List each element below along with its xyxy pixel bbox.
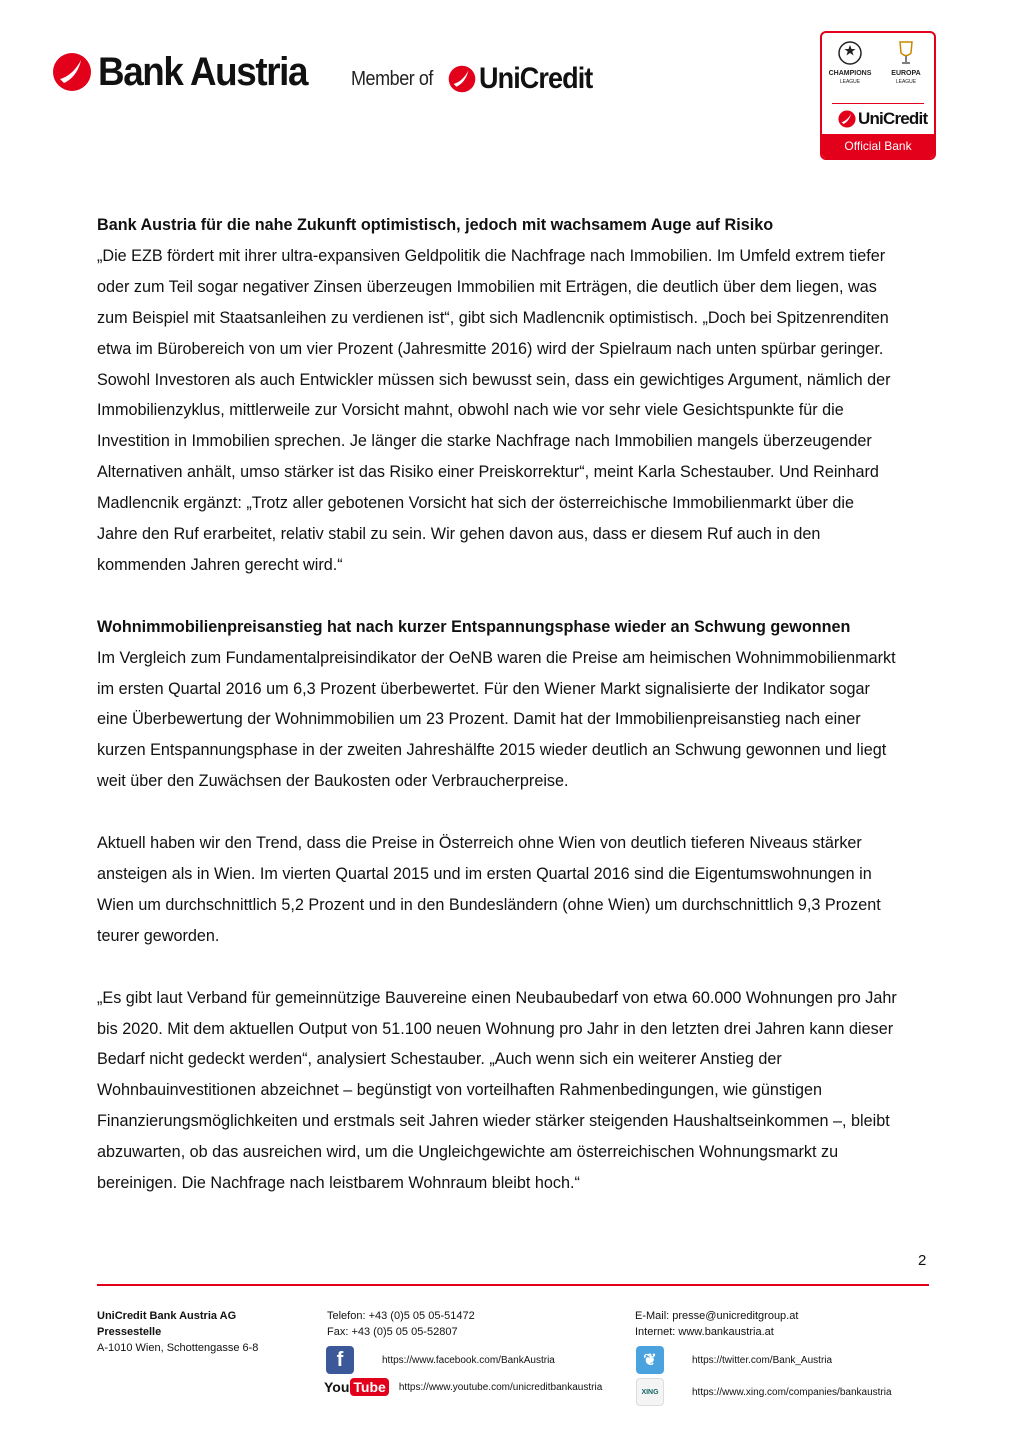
paragraph: „Es gibt laut Verband für gemeinnützige Bauvereine einen Neubaubedarf von etwa 60.000 Wohnungen pro Jahr bis 2020. Mit dem aktuellen Output von 51.100 neuen Wohnung pro Jahr in den letzten drei Jahren kann dieser Bedarf nicht gedeckt werden“, analysiert Schestauber. „Auch wenn sich ein weiterer Anstieg der Wohnbauinvestitionen abzeichnet – begünstigt von vorteilhaften Rahmenbedingungen, wie günstigen Finanzierungsmöglichkeiten und erstmals seit Jahren wieder stärker steigenden Haushaltseinkommen –, bleibt abzuwarten, ob das ausreichen wird, um die Ungleichgewichte am österreichischen Wohnungsmarkt zu bereinigen. Die Nachfrage nach leistbarem Wohnraum bleibt hoch.“: [97, 988, 897, 1193]
footer-divider: [97, 1284, 929, 1286]
official-bank-label: Official Bank: [822, 134, 934, 158]
twitter-icon: ❦: [636, 1346, 664, 1374]
twitter-link[interactable]: ❦ https://twitter.com/Bank_Austria: [636, 1346, 832, 1374]
footer-phone: Telefon: +43 (0)5 05 05-51472 Fax: +43 (0)5 05 05-52807: [327, 1310, 475, 1338]
bank-austria-logo: [52, 50, 325, 94]
paragraph: Im Vergleich zum Fundamentalpreisindikator der OeNB waren die Preise am heimischen Wohnimmobilienmarkt im ersten Quartal 2016 um 6,3 Prozent überbewertet. Für den Wiener Markt signalisierte der Indikator sogar eine Überbewertung der Wohnimmobilien um 23 Prozent. Damit hat der Immobilienpreisanstieg nach einer kurzen Entspannungsphase in der zweiten Jahreshälfte 2015 wieder deutlich an Schwung gewonnen und liegt weit über den Zuwächsen der Baukosten oder Verbraucherpreise.: [97, 648, 896, 791]
footer-contact: E-Mail: presse@unicreditgroup.at Internet: www.bankaustria.at: [635, 1310, 799, 1338]
xing-icon: XING: [636, 1378, 664, 1406]
official-bank-badge: [820, 31, 936, 160]
page-footer: [0, 1300, 1018, 1420]
facebook-icon: f: [326, 1346, 354, 1374]
badge-divider: [832, 103, 924, 104]
europa-league-logo: EUROPA LEAGUE: [880, 39, 932, 99]
section-heading: Wohnimmobilienpreisanstieg hat nach kurzer Entspannungsphase wieder an Schwung gewonnen: [97, 617, 851, 636]
paragraph: Aktuell haben wir den Trend, dass die Preise in Österreich ohne Wien von deutlich tieferen Niveaus stärker ansteigen als in Wien. Im vierten Quartal 2015 und im ersten Quartal 2016 sind die Eigentumswohnungen in Wien um durchschnittlich 5,2 Prozent und in den Bundesländern (ohne Wien) um durchschnittlich 9,3 Prozent teurer geworden.: [97, 834, 881, 945]
trophy-icon: [892, 39, 920, 67]
article-body: [97, 210, 897, 1199]
unicredit-logo-icon: [448, 65, 476, 93]
section-heading: Bank Austria für die nahe Zukunft optimistisch, jedoch mit wachsamem Auge auf Risiko: [97, 216, 774, 234]
badge-unicredit-logo: UniCredit: [838, 109, 927, 129]
page-header: [0, 0, 1018, 180]
member-of-label: Member of: [351, 67, 433, 90]
youtube-icon: You Tube: [324, 1378, 389, 1396]
unicredit-name: UniCredit: [479, 62, 593, 95]
starball-icon: [836, 39, 864, 67]
footer-address: UniCredit Bank Austria AG Pressestelle A-1010 Wien, Schottengasse 6-8: [97, 1310, 259, 1354]
paragraph: „Die EZB fördert mit ihrer ultra-expansiven Geldpolitik die Nachfrage nach Immobilien. Im Umfeld extrem tiefer oder zum Teil sogar negativer Zinsen überzeugen Immobilien mit Erträgen, die deutlich über dem liegen, was zum Beispiel mit Staatsanleihen zu verdienen ist“, gibt sich Madlencnik optimistisch. „Doch bei Spitzenrenditen etwa im Bürobereich von um vier Prozent (Jahresmitte 2016) wird der Spielraum nach unten spürbar geringer. Sowohl Investoren als auch Entwickler müssen sich bewusst sein, dass ein gewichtiges Argument, nämlich der Immobilienzyklus, mittlerweile zur Vorsicht mahnt, obwohl nach wie vor sehr viele Gesichtspunkte für die Investition in Immobilien sprechen. Je länger die starke Nachfrage nach Immobilien mangels überzeugender Alternativen anhält, umso stärker ist das Risiko einer Preiskorrektur“, meint Karla Schestauber. Und Reinhard Madlencnik ergänzt: „Trotz aller gebotenen Vorsicht hat sich der österreichische Immobilienmarkt über die Jahre den Ruf erarbeitet, relativ stabil zu sein. Wir gehen davon aus, dass er diesem Ruf auch in den kommenden Jahren gerecht wird.“: [97, 246, 891, 574]
bank-name: Bank Austria: [98, 50, 308, 94]
youtube-link[interactable]: You Tube https://www.youtube.com/unicreditbankaustria: [324, 1379, 603, 1395]
champions-league-logo: CHAMPIONS LEAGUE: [824, 39, 876, 99]
unicredit-logo-icon: [838, 110, 856, 128]
unicredit-logo-icon: [52, 52, 92, 92]
member-of-unicredit: [351, 62, 605, 96]
xing-link[interactable]: XING https://www.xing.com/companies/bankaustria: [636, 1378, 892, 1406]
facebook-link[interactable]: f https://www.facebook.com/BankAustria: [326, 1346, 555, 1374]
page-number: 2: [918, 1252, 927, 1269]
